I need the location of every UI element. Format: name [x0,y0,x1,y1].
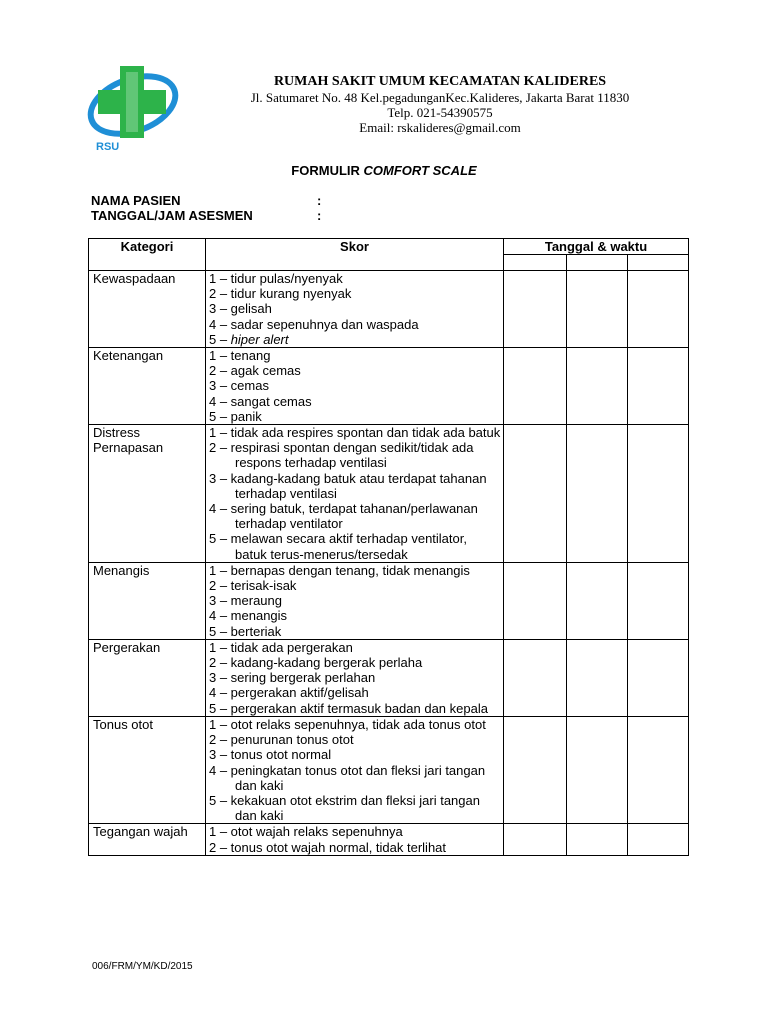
skor-item: 1 – otot relaks sepenuhnya, tidak ada tonus otot [209,716,486,732]
row-skor [206,348,504,425]
skor-item: 3 – meraung [209,593,282,609]
skor-item: 5 – panik [209,408,262,424]
row-kategori: Menangis [89,562,206,639]
skor-item: 2 – respirasi spontan dengan sedikit/tidak ada respons terhadap ventilasi [209,440,474,471]
score-entry-cell[interactable] [628,271,689,348]
score-entry-cell[interactable] [567,824,628,855]
date-col-3[interactable] [628,255,689,271]
skor-item: 4 – sangat cemas [209,393,312,409]
hospital-info [210,74,670,135]
hospital-address: Jl. Satumaret No. 48 Kel.pegadunganKec.Kalideres, Jakarta Barat 11830 [250,90,630,105]
skor-item: 4 – menangis [209,608,288,624]
score-entry-cell[interactable] [567,271,628,348]
score-entry-cell[interactable] [628,639,689,716]
skor-item: 1 – tenang [209,348,271,364]
hospital-name: RUMAH SAKIT UMUM KECAMATAN KALIDERES [273,74,607,89]
score-entry-cell[interactable] [628,716,689,823]
skor-item: 5 – hiper alert [209,331,289,347]
skor-item: 3 – gelisah [209,301,272,317]
row-kategori: Ketenangan [89,348,206,425]
skor-item: 3 – tonus otot normal [209,747,332,763]
row-kategori: Distress Pernapasan [89,425,206,563]
skor-item: 1 – bernapas dengan tenang, tidak menangis [209,562,470,578]
document-code: 006/FRM/YM/KD/2015 [92,961,193,972]
header-kategori: Kategori [89,239,206,271]
table-row [89,271,689,348]
comfort-scale-table [88,238,689,856]
table-row [89,716,689,823]
skor-item: 2 – terisak-isak [209,578,297,594]
skor-item: 4 – peningkatan tonus otot dan fleksi jari tangan dan kaki [209,762,486,793]
row-skor [206,716,504,823]
score-entry-cell[interactable] [628,348,689,425]
score-entry-cell[interactable] [628,824,689,855]
skor-item: 5 – berteriak [209,623,282,639]
score-entry-cell[interactable] [567,562,628,639]
skor-item: 2 – kadang-kadang bergerak perlaha [209,655,423,671]
assessment-date-label: TANGGAL/JAM ASESMEN [91,208,253,223]
header-tanggal: Tanggal & waktu [504,239,689,255]
date-col-2[interactable] [567,255,628,271]
skor-item: 2 – tonus otot wajah normal, tidak terlihat [209,839,447,855]
skor-item: 3 – sering bergerak perlahan [209,670,376,686]
score-entry-cell[interactable] [567,639,628,716]
form-title-prefix: FORMULIR [291,163,360,178]
table-row [89,639,689,716]
table-row [89,562,689,639]
skor-item: 1 – tidak ada pergerakan [209,639,353,655]
row-kategori: Pergerakan [89,639,206,716]
row-kategori: Kewaspadaan [89,271,206,348]
score-entry-cell[interactable] [628,425,689,563]
skor-item: 1 – tidur pulas/nyenyak [209,271,343,286]
header-skor: Skor [206,239,504,271]
skor-item: 1 – otot wajah relaks sepenuhnya [209,824,403,840]
assessment-date-colon: : [317,208,322,223]
table-row [89,824,689,855]
row-skor [206,271,504,348]
skor-item: 2 – agak cemas [209,363,301,379]
row-skor [206,824,504,855]
score-entry-cell[interactable] [504,562,567,639]
skor-item: 5 – pergerakan aktif termasuk badan dan kepala [209,700,488,716]
skor-item: 5 – kekakuan otot ekstrim dan fleksi jari tangan dan kaki [209,792,480,824]
table-body [89,271,689,856]
logo-text: RSU [96,141,120,153]
form-title-italic: COMFORT SCALE [363,163,477,178]
hospital-logo [86,58,186,158]
score-entry-cell[interactable] [567,425,628,563]
skor-item: 2 – tidur kurang nyenyak [209,286,352,302]
letterhead [0,0,768,153]
table-header-row [89,239,689,255]
table-row [89,348,689,425]
date-col-1[interactable] [504,255,567,271]
score-entry-cell[interactable] [567,716,628,823]
patient-name-colon: : [317,193,322,208]
skor-item: 4 – sadar sepenuhnya dan waspada [209,316,419,332]
hospital-email: Email: rskalideres@gmail.com [359,120,521,135]
table-row [89,425,689,563]
patient-name-label: NAMA PASIEN [91,193,181,208]
skor-item: 1 – tidak ada respires spontan dan tidak ada batuk [209,425,501,441]
form-title [0,163,768,178]
skor-item: 2 – penurunan tonus otot [209,732,354,748]
skor-item: 4 – sering batuk, terdapat tahanan/perlawanan terhadap ventilator [209,501,478,532]
patient-name-field [91,193,322,208]
row-kategori: Tegangan wajah [89,824,206,855]
hospital-phone: Telp. 021-54390575 [387,105,493,120]
score-entry-cell[interactable] [504,639,567,716]
skor-item: 4 – pergerakan aktif/gelisah [209,685,369,701]
score-entry-cell[interactable] [504,824,567,855]
score-entry-cell[interactable] [504,716,567,823]
row-skor [206,562,504,639]
skor-item: 3 – kadang-kadang batuk atau terdapat tahanan terhadap ventilasi [209,470,487,501]
skor-item: 5 – melawan secara aktif terhadap ventilator, batuk terus-menerus/tersedak [209,531,467,562]
score-entry-cell[interactable] [504,425,567,563]
score-entry-cell[interactable] [567,348,628,425]
italic-term: hiper alert [230,331,289,347]
assessment-date-field [91,208,322,223]
row-skor [206,639,504,716]
score-entry-cell[interactable] [628,562,689,639]
row-kategori: Tonus otot [89,716,206,823]
row-skor [206,425,504,563]
skor-item: 3 – cemas [209,378,269,394]
score-entry-cell[interactable] [504,271,567,348]
score-entry-cell[interactable] [504,348,567,425]
